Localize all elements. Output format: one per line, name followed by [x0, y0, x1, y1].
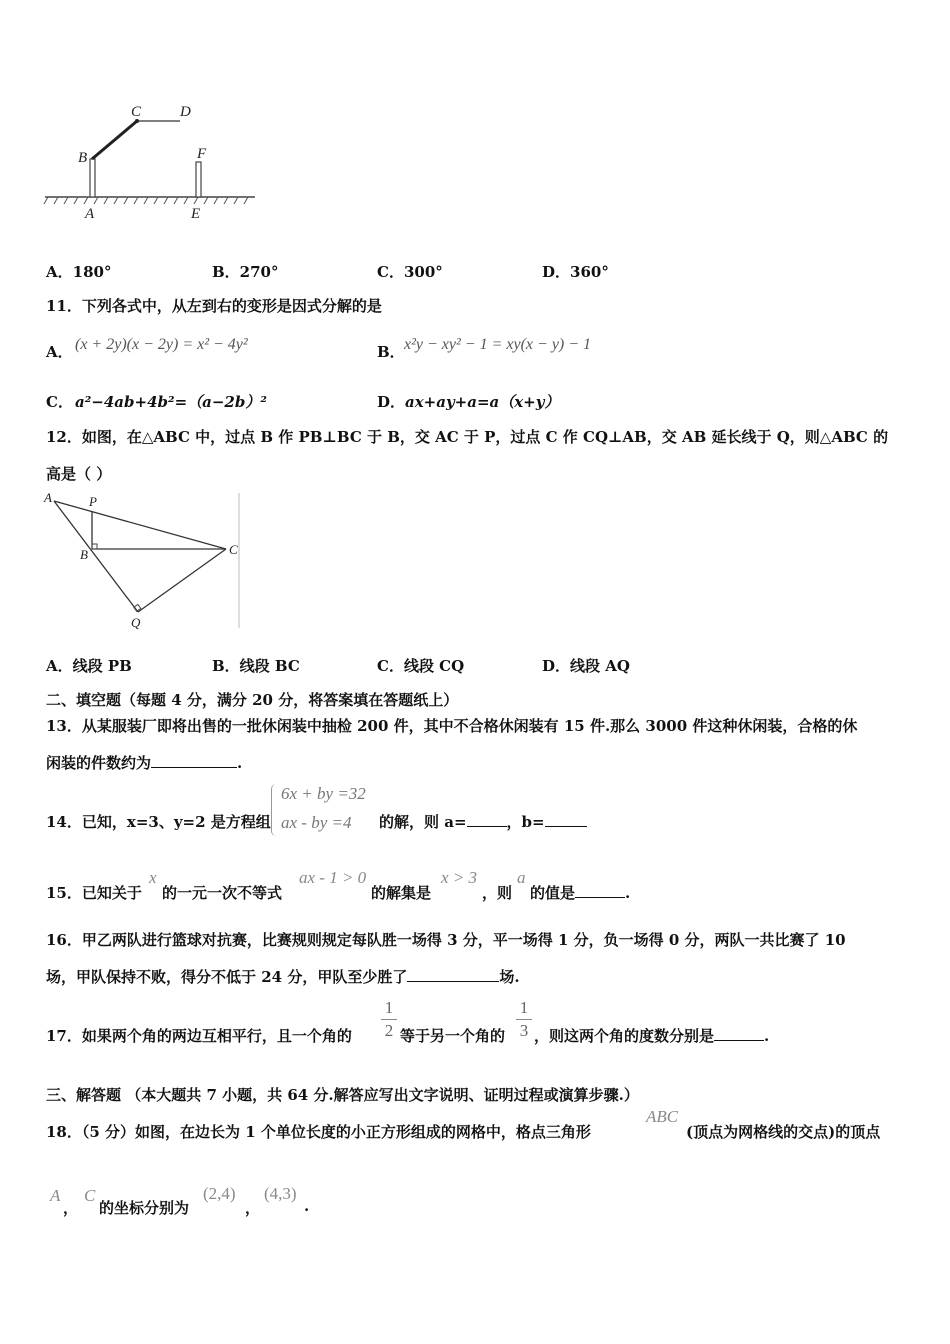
q18-end: .	[304, 1197, 310, 1215]
label-e: E	[191, 206, 201, 222]
q15-var-x: x	[149, 868, 157, 887]
label-b: B	[78, 150, 88, 166]
q17-fraction-half-den: 2	[384, 1021, 394, 1040]
q11-stem: 11．下列各式中，从左到右的变形是因式分解的是	[46, 297, 382, 315]
q16-answer-blank[interactable]	[407, 967, 499, 982]
q18-comma-1: ，	[63, 1199, 79, 1217]
q18-part-3: 的坐标分别为	[99, 1199, 190, 1217]
label-c: C	[229, 542, 238, 557]
label-a: A	[85, 206, 95, 222]
section-3-heading: 三、解答题 （本大题共 7 小题，共 64 分.解答应写出文字说明、证明过程或演算步骤.）	[46, 1086, 639, 1104]
q18-part-1: 18．（5 分）如图，在边长为 1 个单位长度的小正方形组成的网格中，格点三角形	[46, 1123, 591, 1141]
label-a: A	[44, 490, 52, 505]
segment-bc	[92, 121, 137, 159]
q11-option-a-label: A．	[46, 343, 73, 361]
q14-equation-1: 6x + by =32	[281, 784, 366, 803]
pole-ef	[196, 162, 201, 197]
q15-answer-blank[interactable]	[575, 883, 625, 898]
q11-option-c-label: C．	[46, 393, 73, 411]
label-c: C	[131, 104, 142, 120]
figure-triangle	[40, 488, 245, 633]
q17-answer-blank[interactable]	[714, 1026, 764, 1041]
q17-part-3	[534, 1025, 769, 1046]
q18-part-2: (顶点为网格线的交点)的顶点	[686, 1123, 881, 1141]
segment-cq	[138, 549, 226, 612]
label-p: P	[89, 494, 97, 509]
q10-option-d: D．360°	[542, 263, 609, 281]
q10-option-c: C．300°	[377, 263, 443, 281]
q17-fraction-third-bar	[516, 1019, 532, 1020]
q16-end: 场.	[499, 968, 520, 986]
segment-ac	[54, 501, 226, 549]
q17-fraction-third	[516, 998, 532, 1041]
segment-aq	[54, 501, 138, 612]
q17-fraction-third-num: 1	[519, 998, 529, 1017]
q13-answer-blank[interactable]	[151, 753, 237, 768]
q10-option-b: B．270°	[212, 263, 279, 281]
q13-line-1: 13．从某服装厂即将出售的一批休闲装中抽检 200 件，其中不合格休闲装有 15 件.那么 3000 件这种休闲装，合格的休	[46, 717, 858, 735]
q17-fraction-third-den: 3	[519, 1021, 529, 1040]
q11-option-d-text: ax+ay+a=a（x+y）	[405, 393, 560, 411]
q14-answer-a-blank[interactable]	[467, 812, 507, 827]
q12-option-c: C．线段 CQ	[377, 657, 465, 675]
q15-part-4: ，则	[482, 884, 513, 902]
label-q: Q	[131, 615, 141, 630]
q12-line-2: 高是（ ）	[46, 465, 112, 483]
q17-fraction-half-bar	[381, 1019, 397, 1020]
q18-comma-2: ，	[245, 1199, 261, 1217]
q11-option-d-label: D．	[377, 393, 406, 411]
q18-vertex-c: C	[84, 1186, 96, 1205]
q13-line-2-text: 闲装的件数约为	[46, 754, 152, 772]
q18-coord-c: (4,3)	[264, 1184, 297, 1203]
q14-suffix-text: 的解，则 a=	[379, 813, 467, 831]
q11-option-b-label: B．	[377, 343, 405, 361]
q13-line-2	[46, 752, 242, 773]
q12-option-d: D．线段 AQ	[542, 657, 630, 675]
label-f: F	[197, 146, 207, 162]
figure-poles	[40, 100, 265, 225]
q18-triangle-abc: ABC	[646, 1107, 679, 1126]
q18-vertex-a: A	[50, 1186, 61, 1205]
q15-end: .	[625, 884, 631, 902]
q15-solution: x > 3	[441, 868, 478, 887]
q11-option-b-math: x²y − xy² − 1 = xy(x − y) − 1	[404, 336, 592, 353]
q10-option-a: A．180°	[46, 263, 112, 281]
label-b: B	[80, 547, 88, 562]
q14-answer-b-blank[interactable]	[545, 812, 587, 827]
right-angle-b	[92, 544, 97, 549]
q16-line-2-text: 场，甲队保持不败，得分不低于 24 分，甲队至少胜了	[46, 968, 408, 986]
q18-coord-a: (2,4)	[203, 1184, 236, 1203]
q14-sep: ，b=	[506, 813, 545, 831]
q11-option-c-text: a²−4ab+4b²=（a−2b）²	[75, 393, 267, 411]
q17-end: .	[764, 1027, 770, 1045]
q15-part-2: 的一元一次不等式	[162, 884, 283, 902]
q17-part-1: 17．如果两个角的两边互相平行，且一个角的	[46, 1027, 352, 1045]
q14-equation-2: ax - by =4	[281, 813, 352, 832]
q14-prefix: 14．已知，x=3、y=2 是方程组	[46, 813, 271, 831]
q17-part-2: 等于另一个角的	[400, 1027, 506, 1045]
q15-inequality: ax - 1 > 0	[299, 868, 367, 887]
q15-var-a: a	[517, 868, 526, 887]
q17-part-3-text: ，则这两个角的度数分别是	[534, 1027, 715, 1045]
q16-line-2	[46, 966, 520, 987]
q12-line-1: 12．如图，在△ABC 中，过点 B 作 PB⊥BC 于 B，交 AC 于 P，过点 C 作 CQ⊥AB，交 AB 延长线于 Q，则△ABC 的	[46, 428, 889, 446]
q15-part-5	[530, 882, 630, 903]
q12-option-a: A．线段 PB	[46, 657, 132, 675]
q17-fraction-half	[381, 998, 397, 1041]
q15-part-1: 15．已知关于	[46, 884, 142, 902]
q14-suffix	[379, 811, 587, 832]
q15-part-3: 的解集是	[371, 884, 432, 902]
q17-fraction-half-num: 1	[384, 998, 394, 1017]
label-d: D	[180, 104, 191, 120]
q13-end: .	[237, 754, 243, 772]
section-2-heading: 二、填空题（每题 4 分，满分 20 分，将答案填在答题纸上）	[46, 691, 459, 709]
q12-option-b: B．线段 BC	[212, 657, 300, 675]
ground-hatch	[44, 197, 248, 204]
q16-line-1: 16．甲乙两队进行篮球对抗赛，比赛规则规定每队胜一场得 3 分，平一场得 1 分，负一场得 0 分，两队一共比赛了 10	[46, 931, 846, 949]
q14-brace	[271, 784, 276, 836]
q15-part-5-text: 的值是	[530, 884, 576, 902]
pole-ab	[90, 159, 95, 197]
q11-option-a-math: (x + 2y)(x − 2y) = x² − 4y²	[75, 336, 248, 353]
